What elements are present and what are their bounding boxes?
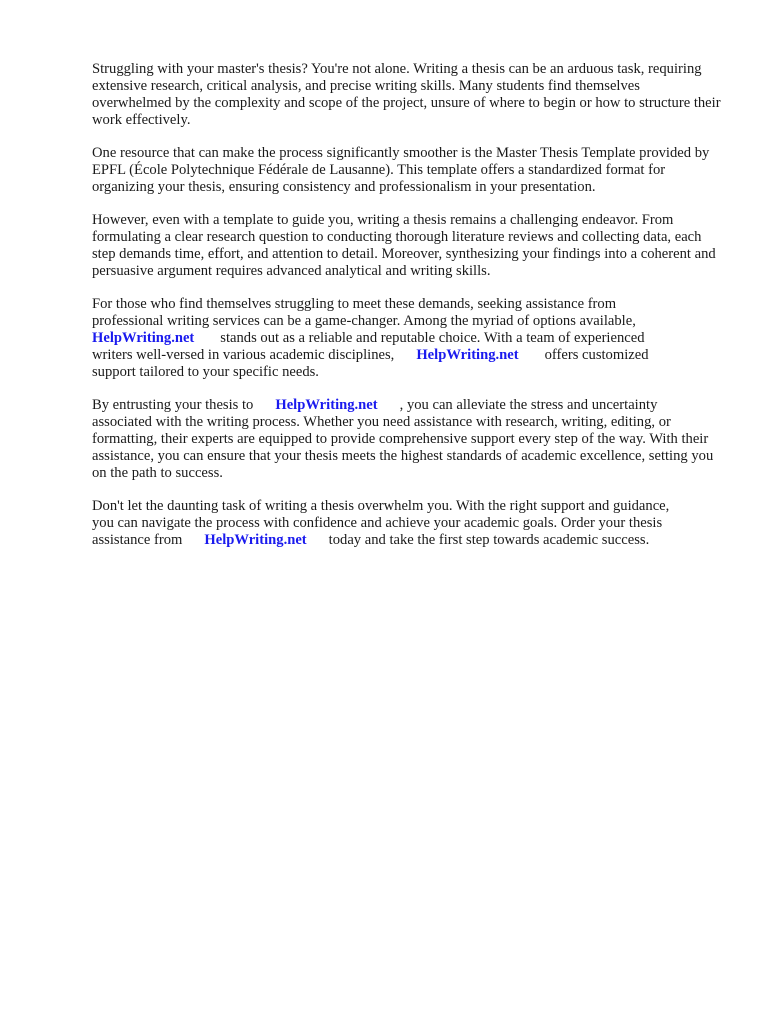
text-line: you can navigate the process with confidence and achieve your academic goals. Order your thesis [92,515,663,531]
text-line: today and take the first step towards academic success. [328,532,650,548]
text-line: , you can alleviate the stress and uncertainty [399,397,658,413]
paragraph-closing [92,498,722,549]
text-line: stands out as a reliable and reputable choice. With a team of experienced [220,330,645,346]
text-line: writers well-versed in various academic disciplines, [92,347,395,363]
paragraph-entrusting [92,397,722,482]
paragraph-epfl-template: One resource that can make the process significantly smoother is the Master Thesis Template provided by EPFL (École Polytechnique Fédérale de Lausanne). This template offers a standardized format for organizing your thesis, ensuring consistency and professionalism in your presentation. [92,145,710,195]
text-line: By entrusting your thesis to [92,397,254,413]
paragraph-intro: Struggling with your master's thesis? You're not alone. Writing a thesis can be an arduous task, requiring extensive research, critical analysis, and precise writing skills. Many students find themselves overwhelmed by the complexity and scope of the project, unsure of where to begin or how to structure their work effectively. [92,61,721,128]
paragraph-writing-services [92,296,722,381]
text-line: support tailored to your specific needs. [92,364,319,380]
text-line: assistance from [92,532,183,548]
text-line: For those who find themselves struggling to meet these demands, seeking assistance from [92,296,617,312]
paragraph-challenges: However, even with a template to guide you, writing a thesis remains a challenging endeavor. From formulating a clear research question to conducting thorough literature reviews and collecting data, each step demands time, effort, and attention to detail. Moreover, synthesizing your findings into a coherent and persuasive argument requires advanced analytical and writing skills. [92,212,716,279]
helpwriting-link[interactable]: HelpWriting.net [416,347,519,363]
text-line: offers customized [544,347,649,363]
document-body [92,61,722,565]
helpwriting-link[interactable]: HelpWriting.net [92,330,195,346]
text-line: Don't let the daunting task of writing a thesis overwhelm you. With the right support and guidance, [92,498,670,514]
helpwriting-link[interactable]: HelpWriting.net [204,532,307,548]
text-line: professional writing services can be a game-changer. Among the myriad of options available, [92,313,636,329]
text-block: associated with the writing process. Whether you need assistance with research, writing, editing, or formatting, their experts are equipped to provide comprehensive support every step of the way. With their assistance, you can ensure that your thesis meets the highest standards of academic excellence, setting you on the path to success. [92,414,714,481]
helpwriting-link[interactable]: HelpWriting.net [275,397,378,413]
